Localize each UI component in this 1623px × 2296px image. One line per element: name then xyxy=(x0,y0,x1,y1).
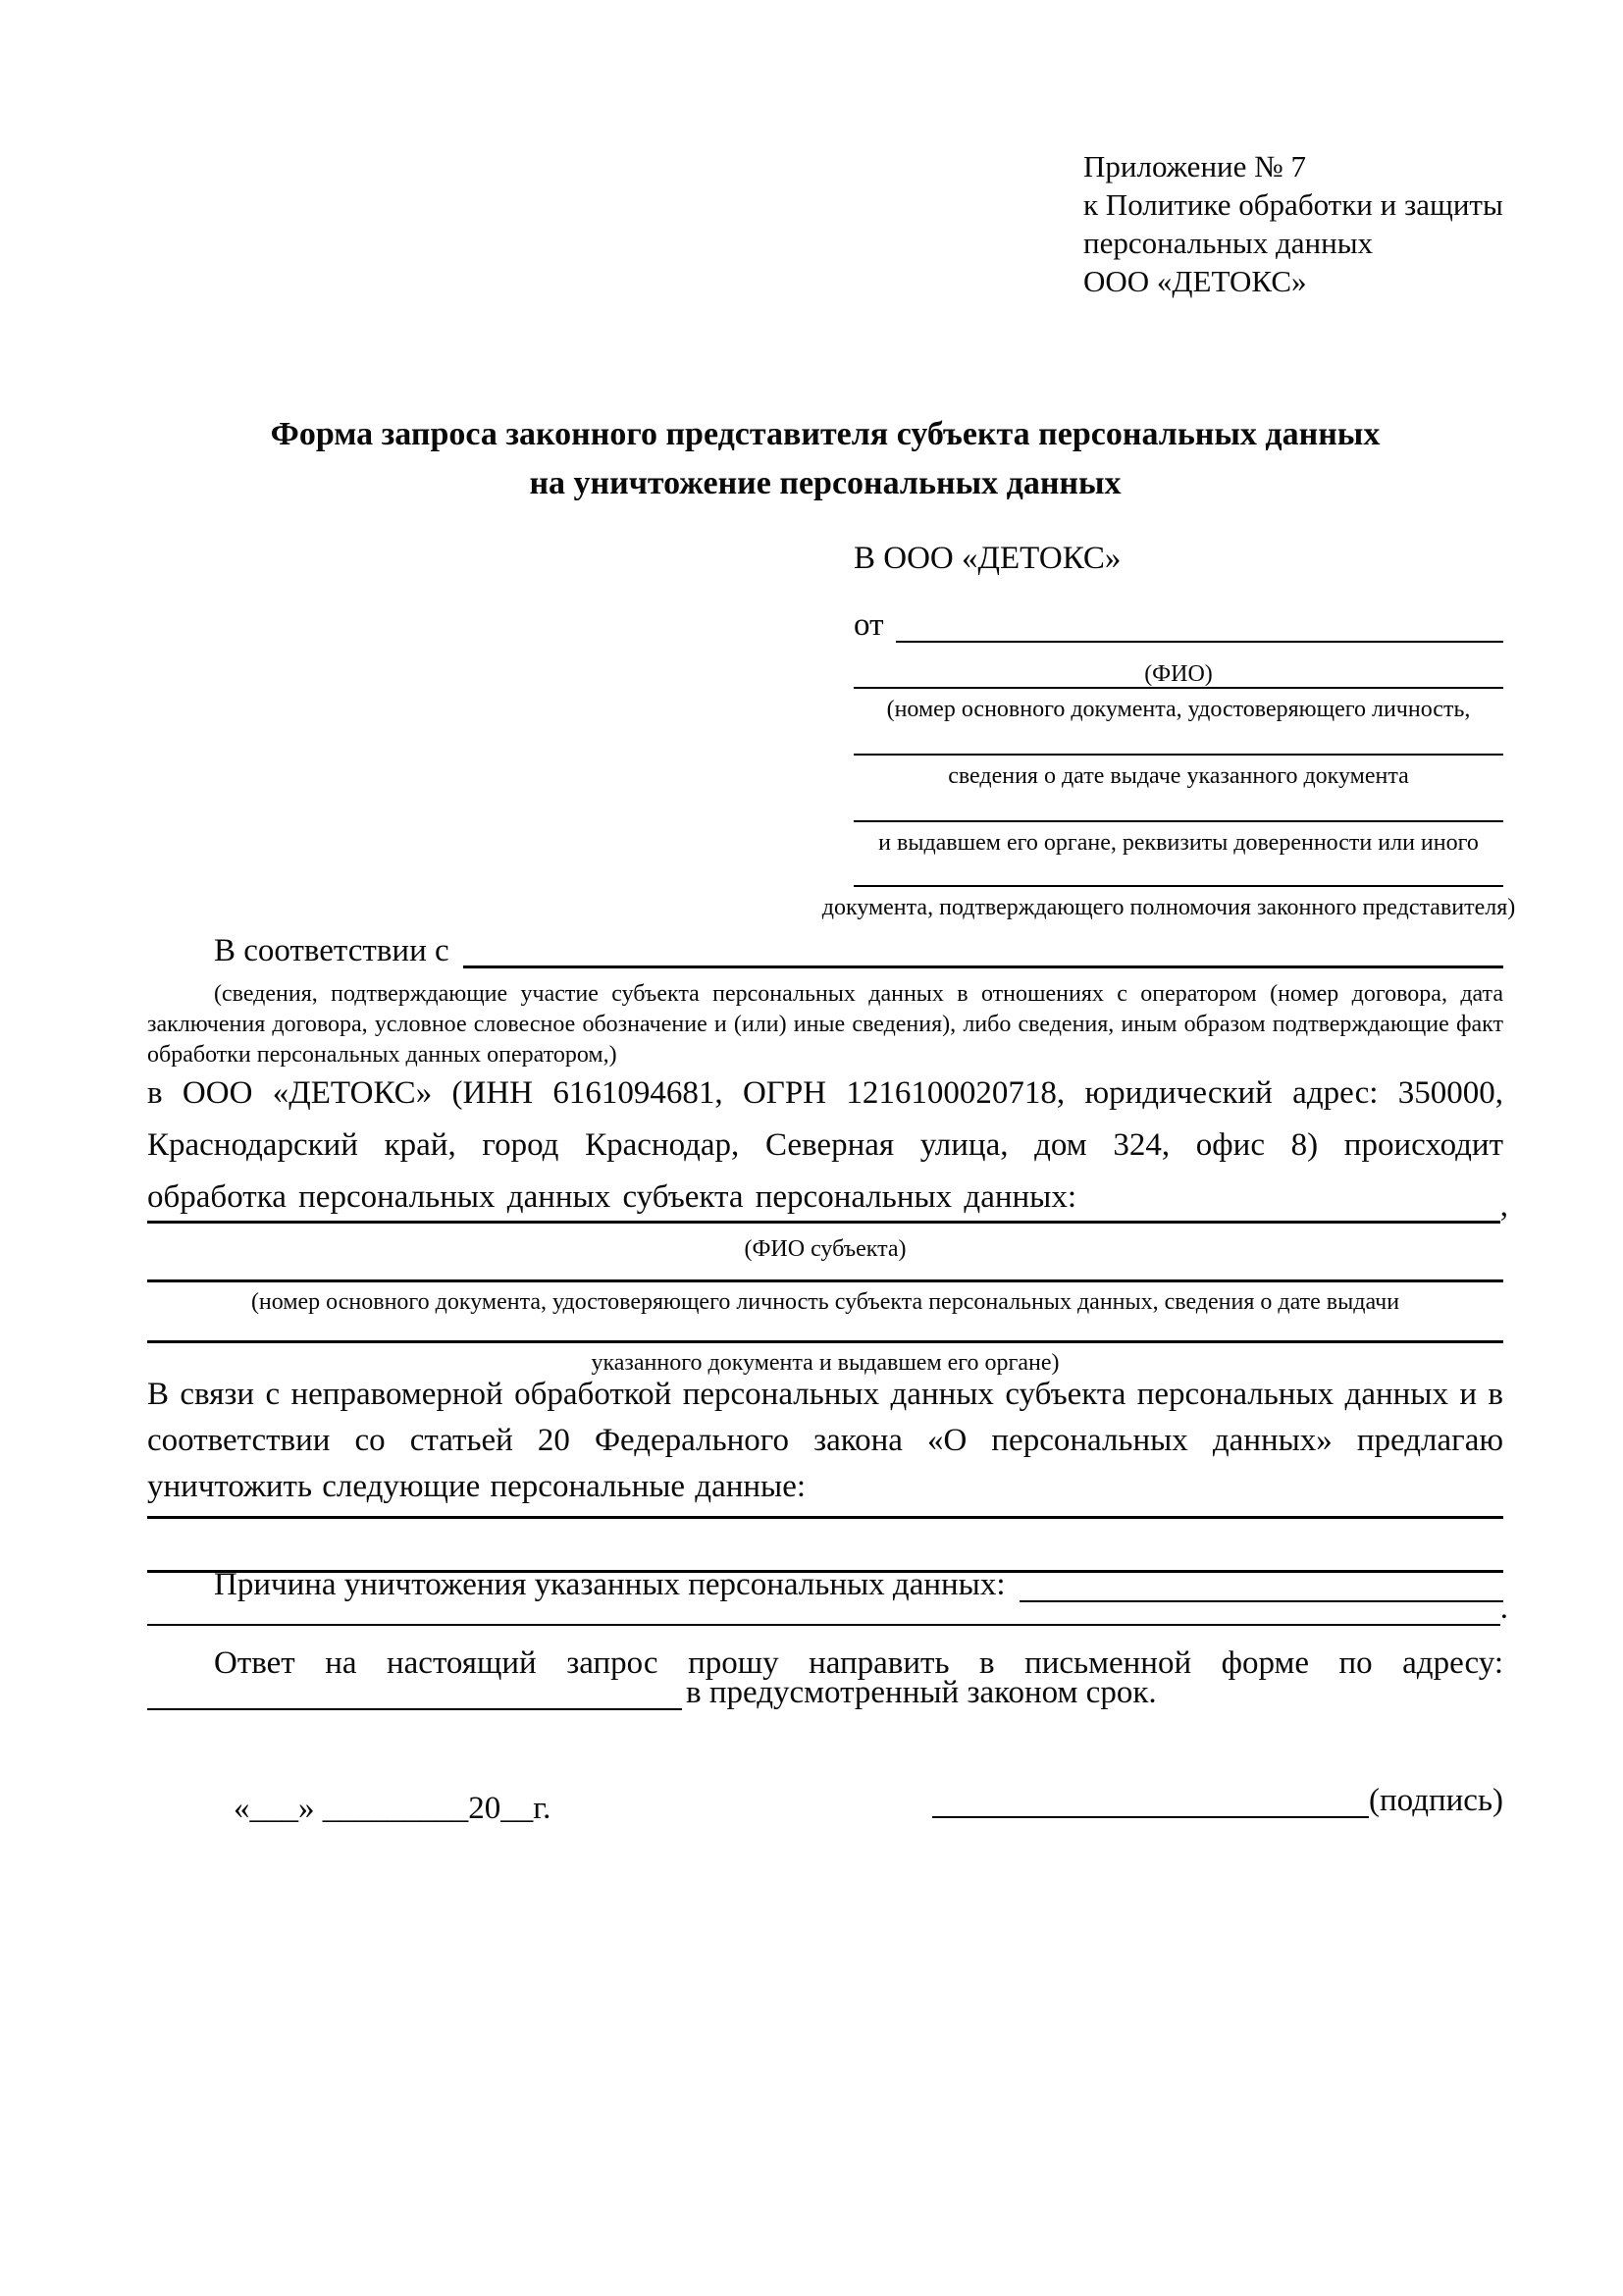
fio-caption-wrap xyxy=(854,659,1503,689)
subject-doc-caption: (номер основного документа, удостоверяющего личность субъекта персональных данных, сведения о дате выдачи xyxy=(250,1289,1400,1315)
signature-row xyxy=(932,1782,1503,1823)
signature-input-line[interactable] xyxy=(932,1816,1369,1818)
reply-sentence: Ответ на настоящий запрос прошу направить в письменной форме по адресу: xyxy=(214,1645,1503,1681)
subject-fio-caption: (ФИО субъекта) xyxy=(744,1236,907,1262)
subject-doc-caption: указанного документа и выдавшем его органе) xyxy=(591,1350,1060,1376)
subject-doc-caption-wrap xyxy=(147,1287,1503,1317)
from-label: от xyxy=(854,607,884,643)
subject-fio-comma: , xyxy=(1499,1188,1508,1224)
field-caption-wrap xyxy=(824,828,1533,858)
field-caption: (номер основного документа, удостоверяющего личность, xyxy=(886,697,1471,722)
appendix-note-line: ООО «ДЕТОКС» xyxy=(1083,264,1307,298)
reason-label: Причина уничтожения указанных персональных данных: xyxy=(214,1567,1006,1602)
page-title xyxy=(147,410,1503,508)
reason-terminator: . xyxy=(1499,1591,1508,1626)
field-caption: и выдавшем его органе, реквизиты доверенности или иного xyxy=(878,830,1479,856)
reason-input-line2[interactable] xyxy=(147,1624,1500,1626)
subject-doc-input-line[interactable] xyxy=(147,1279,1503,1282)
doc-issue-date-input-line[interactable] xyxy=(854,754,1503,756)
accordance-note: (сведения, подтверждающие участие субъекта персональных данных в отношениях с оператором (номер договора, дата заключения договора, условное словесное обозначение и (или) иные сведения), либо сведения, иным образом подтверждающие факт обработки персональных данных оператором,) xyxy=(147,981,1503,1068)
addressee-to: В ООО «ДЕТОКС» xyxy=(854,541,1122,576)
request-paragraph: В связи с неправомерной обработкой персональных данных субъекта персональных данных и в соответствии со статьей 20 Федерального закона «О персональных данных» предлагаю уничтожить следующие персональные данные: xyxy=(147,1377,1503,1504)
date-fill-in[interactable]: «___» _________20__г. xyxy=(234,1791,551,1826)
reply-tail: в предусмотренный законом срок. xyxy=(686,1675,1157,1710)
subject-doc-input-line2[interactable] xyxy=(147,1340,1503,1343)
appendix-note-line: к Политике обработки и защиты xyxy=(1083,187,1503,222)
data-to-destroy-input-line1[interactable] xyxy=(147,1516,1503,1519)
reply-address-input-line[interactable] xyxy=(147,1708,682,1710)
field-caption-wrap xyxy=(824,761,1533,791)
accordance-input-line[interactable] xyxy=(463,965,1503,968)
subject-fio-caption-wrap xyxy=(147,1234,1503,1264)
addressee-from-row xyxy=(854,604,1503,648)
appendix-note xyxy=(1083,147,1515,300)
appendix-note-line: Приложение № 7 xyxy=(1083,149,1306,183)
accordance-row xyxy=(147,930,1503,973)
accordance-label: В соответствии с xyxy=(214,933,449,968)
fio-caption: (ФИО) xyxy=(1144,661,1213,687)
field-caption: сведения о дате выдаче указанного документа xyxy=(948,763,1409,789)
appendix-note-line: персональных данных xyxy=(1083,226,1374,260)
reason-row2 xyxy=(147,1591,1508,1631)
reply-row2 xyxy=(147,1675,1503,1715)
authority-docs-input-line[interactable] xyxy=(854,885,1503,887)
field-caption-wrap xyxy=(824,695,1533,724)
field-caption-wrap xyxy=(805,893,1533,922)
representative-fio-input-line[interactable] xyxy=(896,641,1504,643)
field-caption: документа, подтверждающего полномочия законного представителя) xyxy=(821,895,1516,920)
page-title-line: на уничтожение персональных данных xyxy=(529,465,1122,501)
doc-authority-input-line[interactable] xyxy=(854,820,1503,822)
page-title-line: Форма запроса законного представителя субъекта персональных данных xyxy=(270,416,1381,452)
subject-fio-input-line[interactable] xyxy=(147,1221,1500,1224)
operator-paragraph: в ООО «ДЕТОКС» (ИНН 6161094681, ОГРН 1216100020718, юридический адрес: 350000, Краснодарский край, город Краснодар, Северная улица, дом 324, офис 8) происходит обработка персональных данных субъекта персональных данных: xyxy=(147,1075,1503,1215)
representative-doc-input-line[interactable] xyxy=(854,687,1503,689)
subject-fio-row xyxy=(147,1189,1508,1228)
signature-caption: (подпись) xyxy=(1369,1783,1503,1818)
